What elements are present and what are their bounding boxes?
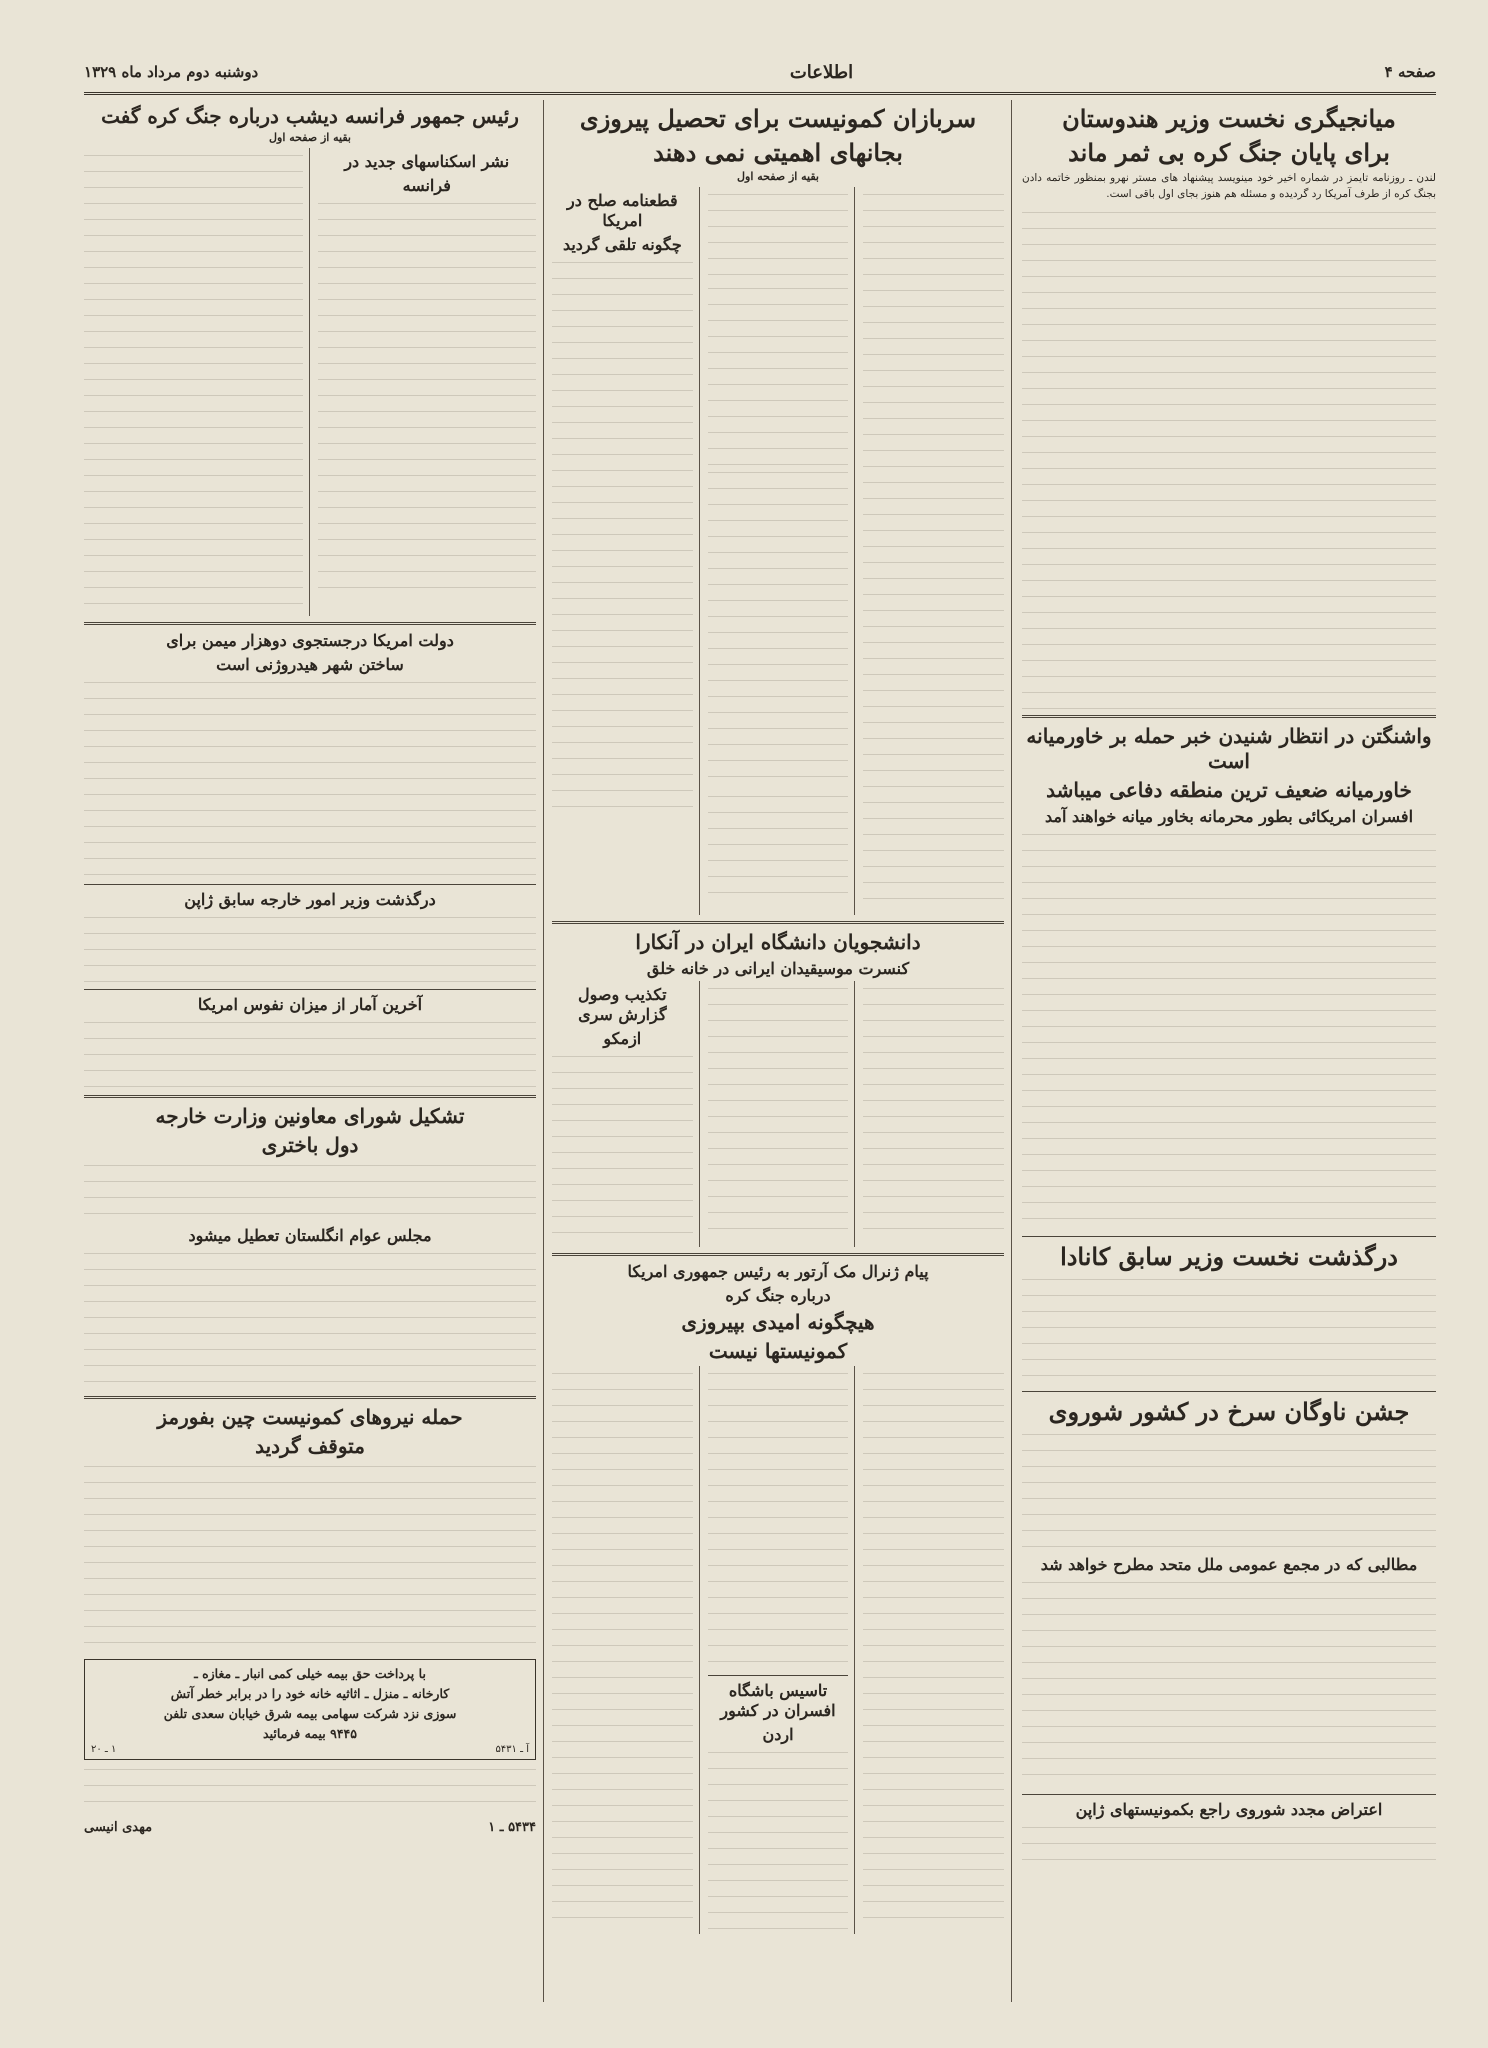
right-column xyxy=(1022,100,1436,2002)
newspaper-page xyxy=(84,52,1436,2002)
notice-footer xyxy=(84,1820,536,1835)
article-body-lines xyxy=(84,152,303,612)
article-body-lines xyxy=(552,1370,693,1930)
divider xyxy=(708,1675,849,1676)
middle-column xyxy=(552,100,1004,2002)
headline-un-assembly: مطالبی که در مجمع عمومی ملل متحد مطرح خواهد شد xyxy=(1040,1554,1418,1574)
headline-macarthur: پیام ژنرال مک آرتور به رئیس جمهوری امریکا xyxy=(627,1262,929,1281)
article-body-lines xyxy=(84,1463,536,1653)
page-number: صفحه ۴ xyxy=(1384,63,1436,81)
headline-new-banknotes: نشر اسکناسهای جدید در xyxy=(344,152,510,171)
ad-line: ۹۴۴۵ بیمه فرمائید xyxy=(263,1726,357,1741)
article-body-lines xyxy=(1022,1579,1436,1789)
sub-column xyxy=(708,187,856,915)
left-column xyxy=(84,100,536,2002)
ad-line: سوزی نزد شرکت سهامی بیمه شرق خیابان سعدی تلفن xyxy=(163,1706,457,1721)
subheadline-officers: افسران امریکائی بطور محرمانه بخاور میانه خواهند آمد xyxy=(1044,806,1414,826)
sub-columns xyxy=(552,187,1004,915)
column-divider xyxy=(543,100,544,2002)
notice-code: ۵۴۳۴ ـ ۱ xyxy=(488,1820,536,1835)
headline-deputies-council-2: دول باختری xyxy=(261,1133,359,1157)
insurance-advertisement xyxy=(84,1659,536,1760)
page-header xyxy=(84,52,1436,95)
headline-french-president: رئیس جمهور فرانسه دیشب درباره جنگ کره گفت xyxy=(101,104,519,128)
article-body-lines xyxy=(84,1250,536,1390)
date-line: دوشنبه دوم مرداد ماه ۱۳۲۹ xyxy=(84,63,259,81)
headline-peace-resolution-2: چگونه تلقی گردید xyxy=(562,235,682,254)
ad-codes xyxy=(91,1744,529,1755)
headline-new-banknotes-2: فرانسه xyxy=(402,176,451,195)
sub-column xyxy=(708,1366,856,1934)
article-body-lines xyxy=(84,1162,536,1222)
article-body-lines xyxy=(708,985,849,1235)
divider xyxy=(1022,1391,1436,1392)
divider xyxy=(84,989,536,990)
article-body-lines xyxy=(708,191,849,281)
headline-middle-east: واشنگتن در انتظار شنیدن خبر حمله بر خاورمیانه است xyxy=(1026,723,1432,773)
headline-students-ankara: دانشجویان دانشگاه ایران در آنکارا xyxy=(635,930,921,954)
sub-columns xyxy=(552,1366,1004,1934)
column-divider xyxy=(1011,100,1012,2002)
headline-japan-minister: درگذشت وزیر امور خارجه سابق ژاپن xyxy=(184,890,436,909)
divider xyxy=(552,921,1004,924)
divider xyxy=(84,1396,536,1399)
article-body-lines xyxy=(318,200,537,590)
divider xyxy=(1022,1794,1436,1795)
headline-denial-report: تکذیب وصول گزارش سری xyxy=(578,985,667,1024)
headline-japan-communists: اعتراض مجدد شوروی راجع بکمونیستهای ژاپن xyxy=(1075,1799,1383,1819)
sub-column xyxy=(863,1366,1004,1934)
article-body-lines xyxy=(84,1019,536,1089)
sub-column xyxy=(708,981,856,1247)
headline-nehru: میانجیگری نخست وزیر هندوستان xyxy=(1062,104,1396,133)
headline-communist-soldiers: سربازان کمونیست برای تحصیل پیروزی xyxy=(579,104,977,133)
article-body-lines xyxy=(863,985,1004,1235)
ad-line: کارخانه ـ منزل ـ اثاثیه خانه خود را در برابر خطر آتش xyxy=(170,1686,450,1701)
sub-column xyxy=(863,187,1004,915)
headline-jordan-officers: تاسیس باشگاه افسران در کشور xyxy=(720,1681,836,1720)
divider xyxy=(84,884,536,885)
article-body-lines xyxy=(1022,831,1436,1231)
headline-communist-soldiers-2: بجانهای اهمیتی نمی دهند xyxy=(653,138,903,167)
article-body-lines xyxy=(708,793,849,903)
ad-code: ۱ ـ ۲۰ xyxy=(91,1744,117,1755)
sub-column xyxy=(318,148,537,616)
divider xyxy=(552,1253,1004,1256)
article-body-lines xyxy=(552,259,693,819)
headline-commons-recess: مجلس عوام انگلستان تعطیل میشود xyxy=(188,1226,432,1245)
divider xyxy=(84,1095,536,1098)
headline-deputies-council: تشکیل شورای معاونین وزارت خارجه xyxy=(155,1104,465,1128)
headline-jordan-officers-2: اردن xyxy=(762,1725,794,1744)
article-body-lines xyxy=(1022,209,1436,709)
article-body-lines xyxy=(552,1053,693,1243)
headline-no-hope: هیچگونه امیدی بپیروزی xyxy=(681,1310,875,1334)
article-body-lines xyxy=(84,914,536,984)
article-body-lines xyxy=(708,1370,849,1670)
headline-red-fleet: جشن ناوگان سرخ در کشور شوروی xyxy=(1048,1396,1410,1426)
divider xyxy=(1022,715,1436,718)
continued-label: بقیه از صفحه اول xyxy=(269,131,351,144)
ad-line: با پرداخت حق بیمه خیلی کمی انبار ـ مغازه ـ xyxy=(194,1666,426,1681)
subheadline-concert: کنسرت موسیقیدان ایرانی در خانه خلق xyxy=(646,959,910,978)
headline-no-hope-2: کمونیستها نیست xyxy=(708,1339,848,1363)
article-body-lines xyxy=(1022,1276,1436,1386)
headline-middle-east-2: خاورمیانه ضعیف ترین منطقه دفاعی میباشد xyxy=(1046,777,1412,802)
masthead-name: اطلاعات xyxy=(789,61,854,83)
sub-column xyxy=(84,148,310,616)
sub-columns xyxy=(84,148,536,616)
ad-code: آ ـ ۵۴۳۱ xyxy=(495,1744,529,1755)
notice-signature: مهدی انیسی xyxy=(84,1820,153,1835)
continued-label: بقیه از صفحه اول xyxy=(737,170,819,183)
sub-column xyxy=(552,981,700,1247)
headline-hydrogen-city-2: ساختن شهر هیدروژنی است xyxy=(216,655,404,674)
divider xyxy=(84,622,536,625)
article-body-lines xyxy=(708,285,849,465)
headline-peace-resolution: قطعنامه صلح در امریکا xyxy=(567,191,678,230)
headline-canada: درگذشت نخست وزیر سابق کانادا xyxy=(1060,1241,1398,1271)
article-body-lines xyxy=(1022,1431,1436,1551)
sub-column xyxy=(552,1366,700,1934)
headline-formosa-attack-2: متوقف گردید xyxy=(255,1434,365,1458)
divider xyxy=(1022,1236,1436,1237)
article-body-lines xyxy=(863,191,1004,911)
headline-denial-report-2: ازمکو xyxy=(603,1029,642,1048)
sub-column xyxy=(552,187,700,915)
headline-formosa-attack: حمله نیروهای کمونیست چین بفورمز xyxy=(157,1405,463,1429)
headline-us-census: آخرین آمار از میزان نفوس امریکا xyxy=(197,995,423,1014)
article-body: لندن ـ روزنامه تایمز در شماره اخیر خود مینویسد پیشنهاد های مستر نهرو بمنظور خاتمه دادن بجنگ کره از طرف آمریکا رد گردیده و مسئله هم هنوز بجای اول باقی است. xyxy=(1022,172,1436,201)
headline-hydrogen-city: دولت امریکا درجستجوی دوهزار میمن برای xyxy=(166,631,454,650)
article-body-lines xyxy=(863,1370,1004,1930)
headline-nehru-2: برای پایان جنگ کره بی ثمر ماند xyxy=(1068,138,1390,167)
headline-macarthur-2: درباره جنگ کره xyxy=(725,1286,831,1305)
sub-column xyxy=(863,981,1004,1247)
notice-body-lines xyxy=(84,1766,536,1816)
article-body-lines xyxy=(1022,1824,1436,1874)
article-body-lines xyxy=(84,679,536,879)
sub-columns xyxy=(552,981,1004,1247)
article-body-lines xyxy=(708,1749,849,1929)
article-body-lines xyxy=(708,469,849,789)
